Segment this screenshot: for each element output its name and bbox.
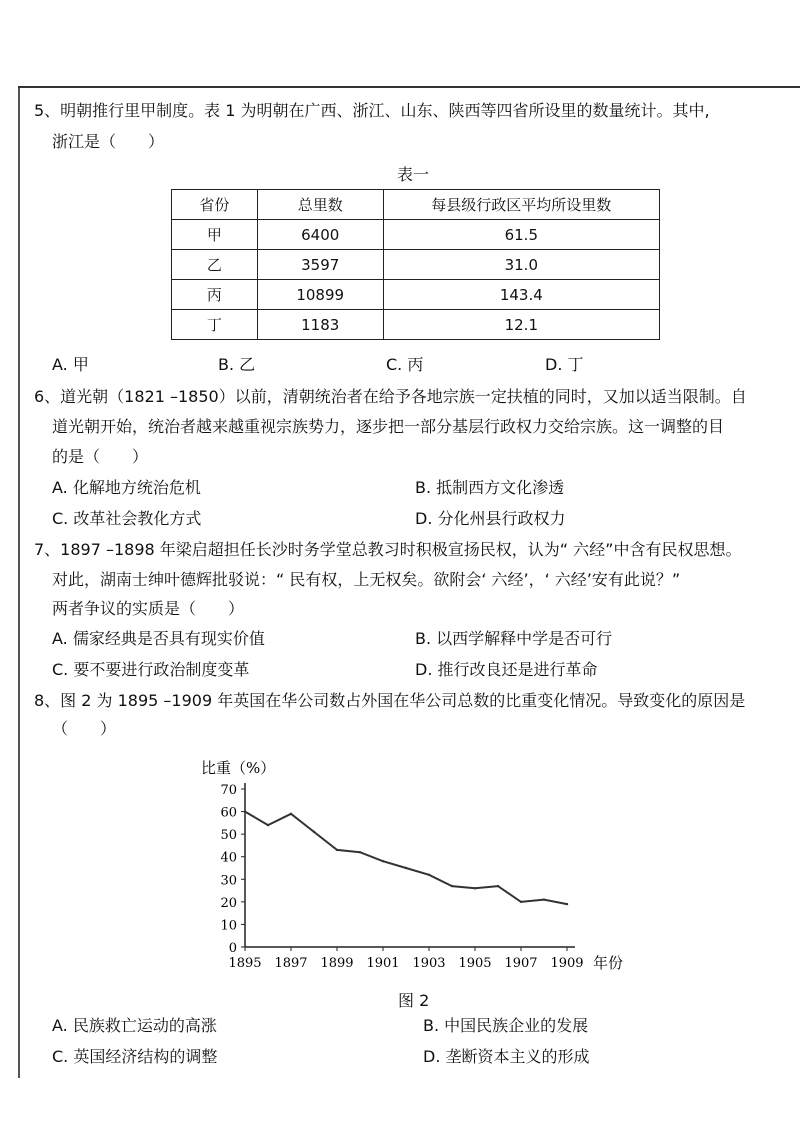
q7-stem-line1: 7、1897 –1898 年梁启超担任长沙时务学堂总教习时积极宣扬民权，认为“ 六经”中含有民权思想。 — [34, 540, 742, 559]
x-tick-label: 1905 — [458, 956, 492, 971]
q6-stem-line2: 道光朝开始，统治者越来越重视宗族势力，逐步把一部分基层行政权力交给宗族。这一调整的目 — [52, 417, 725, 436]
data-table — [171, 189, 660, 340]
data-point — [313, 831, 315, 833]
table-cell: 61.5 — [383, 220, 659, 250]
q7-option-d[interactable]: D. 推行改良还是进行革命 — [415, 660, 598, 679]
table-cell: 143.4 — [383, 280, 659, 310]
line-chart — [195, 755, 635, 980]
data-point — [244, 810, 246, 812]
table-cell: 10899 — [257, 280, 383, 310]
q6-stem-line3: 的是（ ） — [52, 447, 149, 466]
q6-option-b[interactable]: B. 抵制西方文化渗透 — [415, 478, 565, 497]
q8-option-b[interactable]: B. 中国民族企业的发展 — [423, 1016, 589, 1035]
table-header-row — [172, 190, 660, 220]
data-point — [336, 849, 338, 851]
q8-option-d[interactable]: D. 垄断资本主义的形成 — [423, 1047, 590, 1066]
table-cell: 12.1 — [383, 310, 659, 340]
q5-option-b[interactable]: B. 乙 — [218, 355, 256, 374]
table-row — [172, 220, 660, 250]
y-tick-label: 0 — [228, 941, 237, 956]
q7-option-b[interactable]: B. 以西学解释中学是否可行 — [415, 629, 613, 648]
data-point — [405, 867, 407, 869]
table-cell: 丁 — [172, 310, 258, 340]
data-point — [267, 824, 269, 826]
table-row — [172, 250, 660, 280]
x-tick-label: 1901 — [366, 956, 400, 971]
x-tick-label: 1897 — [274, 956, 308, 971]
x-tick-label: 1907 — [504, 956, 538, 971]
table-cell: 甲 — [172, 220, 258, 250]
y-tick-label: 40 — [220, 850, 237, 866]
q5-option-a[interactable]: A. 甲 — [52, 355, 89, 374]
data-point — [566, 903, 568, 905]
q7-stem-line3: 两者争议的实质是（ ） — [52, 599, 245, 618]
q6-option-d[interactable]: D. 分化州县行政权力 — [415, 509, 566, 528]
data-point — [497, 885, 499, 887]
q6-option-c[interactable]: C. 改革社会教化方式 — [52, 509, 202, 528]
table-row — [172, 280, 660, 310]
series-line — [245, 812, 567, 905]
data-point — [474, 887, 476, 889]
q5-stem-line2: 浙江是（ ） — [52, 132, 165, 151]
y-tick-label: 30 — [220, 873, 237, 889]
q5-option-c[interactable]: C. 丙 — [386, 355, 424, 374]
q6-stem-line1: 6、道光朝（1821 –1850）以前，清朝统治者在给予各地宗族一定扶植的同时，又加以适当限制。自 — [34, 387, 747, 406]
x-axis-label: 年份 — [593, 954, 624, 972]
table-cell: 3597 — [257, 250, 383, 280]
y-tick-label: 50 — [220, 828, 237, 844]
data-point — [428, 874, 430, 876]
q5-stem-line1: 5、明朝推行里甲制度。表 1 为明朝在广西、浙江、山东、陕西等四省所设里的数量统计。其中, — [34, 101, 710, 120]
table-header-cell: 每县级行政区平均所设里数 — [383, 190, 659, 220]
table-cell: 乙 — [172, 250, 258, 280]
x-tick-label: 1895 — [228, 956, 262, 971]
q5-option-d[interactable]: D. 丁 — [545, 355, 584, 374]
table-cell: 1183 — [257, 310, 383, 340]
page-left-border — [18, 88, 20, 1078]
table-cell: 丙 — [172, 280, 258, 310]
q8-stem-line1: 8、图 2 为 1895 –1909 年英国在华公司数占外国在华公司总数的比重变化情况。导致变化的原因是 — [34, 691, 746, 710]
data-point — [382, 860, 384, 862]
q8-stem-line2: （ ） — [52, 719, 117, 738]
x-tick-label: 1903 — [412, 956, 446, 971]
table-cell: 6400 — [257, 220, 383, 250]
page-top-border — [18, 86, 800, 88]
table-row — [172, 310, 660, 340]
data-point — [520, 901, 522, 903]
data-point — [543, 898, 545, 900]
q8-option-a[interactable]: A. 民族救亡运动的高涨 — [52, 1016, 217, 1035]
table-header-cell: 省份 — [172, 190, 258, 220]
data-point — [359, 851, 361, 853]
data-point — [290, 813, 292, 815]
q7-option-a[interactable]: A. 儒家经典是否具有现实价值 — [52, 629, 265, 648]
data-point — [451, 885, 453, 887]
q8-option-c[interactable]: C. 英国经济结构的调整 — [52, 1047, 218, 1066]
table-caption: 表一 — [397, 165, 430, 184]
y-axis-label: 比重（%） — [201, 759, 276, 777]
figure-caption: 图 2 — [398, 991, 430, 1010]
x-tick-label: 1899 — [320, 956, 354, 971]
q7-option-c[interactable]: C. 要不要进行政治制度变革 — [52, 660, 250, 679]
y-tick-label: 10 — [220, 918, 237, 934]
table-header-cell: 总里数 — [257, 190, 383, 220]
y-tick-label: 60 — [220, 805, 237, 821]
table-cell: 31.0 — [383, 250, 659, 280]
x-tick-label: 1909 — [550, 956, 584, 971]
q6-option-a[interactable]: A. 化解地方统治危机 — [52, 478, 201, 497]
y-tick-label: 70 — [220, 783, 237, 798]
q7-stem-line2: 对此，湖南士绅叶德辉批驳说：“ 民有权，上无权矣。欲附会‘ 六经’，‘ 六经’安有此说？” — [52, 570, 681, 589]
y-tick-label: 20 — [220, 895, 237, 911]
